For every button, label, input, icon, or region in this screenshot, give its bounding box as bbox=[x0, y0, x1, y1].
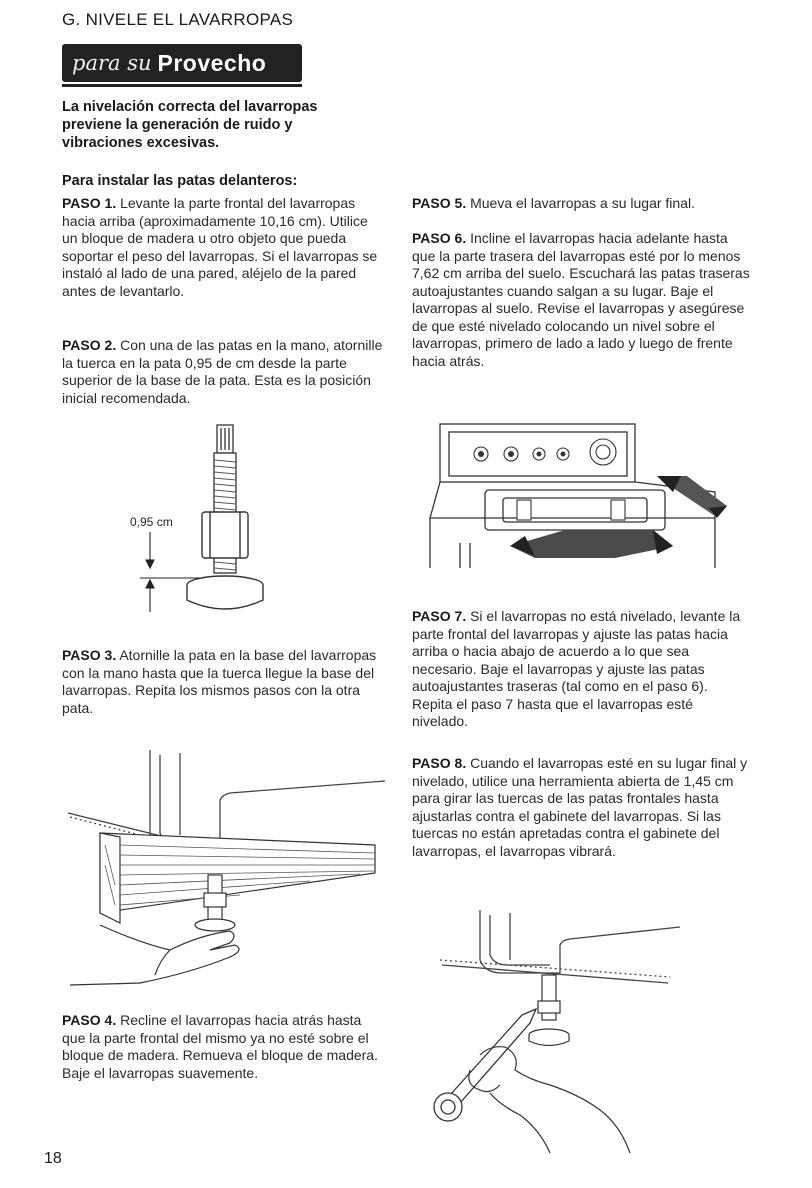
step-7-label: PASO 7. bbox=[412, 608, 467, 624]
step-6-text: Incline el lavarropas hacia adelante hasta que la parte trasera del lavarropas esté por lo menos 7,62 cm arriba del suelo. Escuchará las patas traseras autoajustantes cuando salgan a su lugar. Baje el lavarropas al suelo. Revise el lavarropas y asegúrese de que esté nivelado colocando un nivel sobre el lavarropas, primero de lado a lado y luego de frente hacia atrás. bbox=[412, 230, 750, 369]
step-2 bbox=[62, 337, 384, 407]
step-8 bbox=[412, 755, 752, 860]
step-3 bbox=[62, 647, 384, 717]
step-7 bbox=[412, 608, 752, 731]
page-number: 18 bbox=[44, 1150, 62, 1167]
step-8-label: PASO 8. bbox=[412, 755, 467, 771]
step-4 bbox=[62, 1012, 384, 1082]
step-5-label: PASO 5. bbox=[412, 195, 467, 211]
step-1-text: Levante la parte frontal del lavarropas hacia arriba (aproximadamente 10,16 cm). Utilice un bloque de madera u otro objeto que pueda soportar el peso del lavarropas. Si el lavarropas se instaló al lado de una pared, aléjelo de la pared antes de levantarlo. bbox=[62, 195, 378, 299]
wrench-tightening-illustration bbox=[430, 905, 690, 1160]
step-2-text: Con una de las patas en la mano, atornille la tuerca en la pata 0,95 de cm desde la parte superior de la base de la pata. Esta es la posición inicial recomendada. bbox=[62, 337, 383, 406]
banner-script-text: para su bbox=[72, 51, 152, 75]
step-5 bbox=[412, 195, 752, 213]
step-1-label: PASO 1. bbox=[62, 195, 117, 211]
step-3-label: PASO 3. bbox=[62, 647, 117, 663]
banner-underline bbox=[62, 84, 302, 87]
step-5-text: Mueva el lavarropas a su lugar final. bbox=[466, 195, 695, 211]
step-6 bbox=[412, 230, 752, 370]
washer-level-diagram bbox=[425, 418, 735, 590]
para-su-provecho-banner bbox=[62, 44, 302, 82]
step-8-text: Cuando el lavarropas esté en su lugar final y nivelado, utilice una herramienta abierta de 1,45 cm para girar las tuercas de las patas frontales hasta ajustarlas contra el gabinete del lavarropas. Si las tuercas no están apretadas contra el gabinete del lavarropas, el lavarropas vibrará. bbox=[412, 755, 748, 859]
subheading: Para instalar las patas delanteros: bbox=[62, 173, 298, 189]
step-7-text: Si el lavarropas no está nivelado, levante la parte frontal del lavarropas y ajuste las patas hacia arriba o hacia abajo de acuerdo a lo que sea necesario. Baje el lavarropas y ajuste las patas autoajustantes traseras (tal como en el paso 6). Repita el paso 7 hasta que el lavarropas esté nivelado. bbox=[412, 608, 741, 729]
step-4-label: PASO 4. bbox=[62, 1012, 117, 1028]
step-6-label: PASO 6. bbox=[412, 230, 467, 246]
leg-diagram-label: 0,95 cm bbox=[130, 515, 173, 529]
step-1 bbox=[62, 195, 384, 300]
banner-bold-text: Provecho bbox=[157, 49, 267, 76]
leveling-leg-diagram bbox=[130, 420, 310, 630]
step-3-text: Atornille la pata en la base del lavarropas con la mano hasta que la tuerca llegue la base del lavarropas. Repita los mismos pasos con la otra pata. bbox=[62, 647, 377, 716]
intro-text: La nivelación correcta del lavarropas previene la generación de ruido y vibraciones excesivas. bbox=[62, 99, 318, 151]
section-title: G. NIVELE EL LAVARROPAS bbox=[62, 10, 294, 29]
step-2-label: PASO 2. bbox=[62, 337, 117, 353]
step-4-text: Recline el lavarropas hacia atrás hasta que la parte frontal del mismo ya no esté sobre el bloque de madera. Remueva el bloque de madera. Baje el lavarropas suavemente. bbox=[62, 1012, 378, 1081]
washer-on-wood-block-illustration bbox=[60, 745, 400, 1000]
